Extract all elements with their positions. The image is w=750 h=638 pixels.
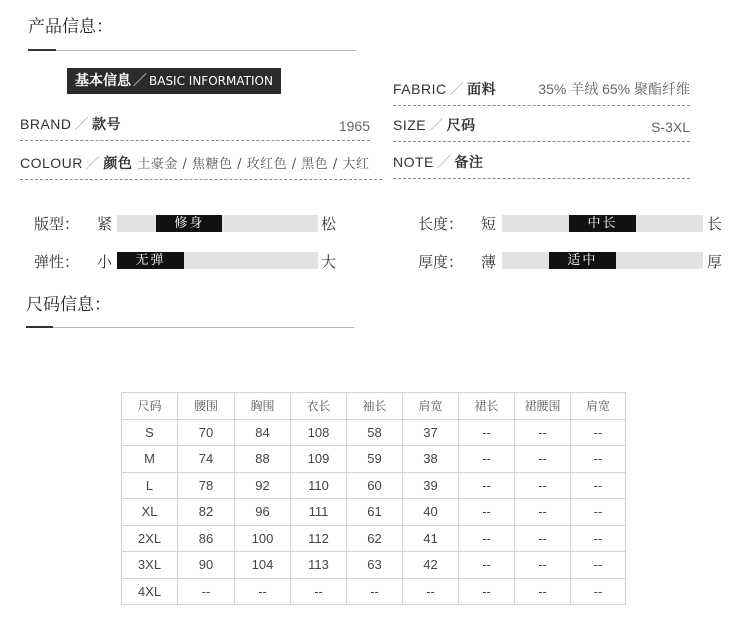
elastic-left: 小 — [97, 253, 113, 271]
table-cell: 74 — [178, 446, 235, 473]
table-cell: -- — [459, 525, 515, 552]
length-label: 长度： — [418, 215, 464, 233]
table-cell: 62 — [347, 525, 403, 552]
table-cell: 41 — [403, 525, 459, 552]
table-header-cell: 裙长 — [459, 393, 515, 420]
table-cell: -- — [515, 552, 571, 579]
table-cell: 112 — [291, 525, 347, 552]
note-label-en: NOTE — [393, 154, 434, 170]
table-cell: M — [122, 446, 178, 473]
table-cell: S — [122, 419, 178, 446]
table-cell: -- — [459, 578, 515, 605]
colour-label-en: COLOUR — [20, 155, 83, 171]
table-cell: -- — [571, 499, 626, 526]
table-cell: 113 — [291, 552, 347, 579]
basic-info-badge — [67, 68, 281, 94]
table-row — [122, 525, 626, 552]
table-header-cell: 尺码 — [122, 393, 178, 420]
table-cell: -- — [347, 578, 403, 605]
size-label-en: SIZE — [393, 117, 427, 133]
fit-marker: 修身 — [156, 215, 222, 232]
table-cell: -- — [515, 419, 571, 446]
table-cell: 37 — [403, 419, 459, 446]
table-header-cell: 胸围 — [235, 393, 291, 420]
product-info-rule — [28, 50, 356, 51]
table-cell: -- — [235, 578, 291, 605]
table-cell: 78 — [178, 472, 235, 499]
table-cell: -- — [571, 552, 626, 579]
table-cell: 4XL — [122, 578, 178, 605]
table-cell: 59 — [347, 446, 403, 473]
table-cell: 92 — [235, 472, 291, 499]
table-cell: XL — [122, 499, 178, 526]
colour-sep: ／ — [85, 156, 101, 172]
table-cell: -- — [571, 419, 626, 446]
fabric-sep: ／ — [449, 82, 465, 98]
table-cell: 109 — [291, 446, 347, 473]
table-row — [122, 578, 626, 605]
fabric-label-cn: 面料 — [467, 82, 497, 98]
table-cell: -- — [459, 552, 515, 579]
table-cell: 39 — [403, 472, 459, 499]
table-cell: 108 — [291, 419, 347, 446]
thickness-scale-bar — [502, 252, 703, 269]
table-cell: -- — [515, 525, 571, 552]
table-cell: -- — [515, 578, 571, 605]
table-cell: 42 — [403, 552, 459, 579]
table-cell: -- — [178, 578, 235, 605]
table-header-cell: 肩宽 — [403, 393, 459, 420]
thickness-right: 厚 — [707, 253, 723, 271]
fabric-value: 35% 羊绒 65% 聚酯纤维 — [538, 81, 690, 97]
table-cell: 38 — [403, 446, 459, 473]
table-header-cell: 裙腰围 — [515, 393, 571, 420]
length-scale-bar — [502, 215, 703, 232]
brand-value: 1965 — [338, 118, 370, 134]
table-cell: 84 — [235, 419, 291, 446]
product-info-rule-accent — [28, 49, 56, 51]
size-info-title: 尺码信息： — [26, 295, 111, 315]
table-header-cell: 衣长 — [291, 393, 347, 420]
table-header-cell: 腰围 — [178, 393, 235, 420]
table-cell: 82 — [178, 499, 235, 526]
length-marker: 中长 — [569, 215, 636, 232]
table-row — [122, 446, 626, 473]
colour-value: 土豪金 / 焦糖色 / 玫红色 / 黑色 / 大红 — [137, 157, 370, 172]
table-cell: -- — [403, 578, 459, 605]
size-sep: ／ — [429, 118, 444, 134]
thickness-marker: 适中 — [549, 252, 616, 269]
table-cell: -- — [571, 525, 626, 552]
table-header-cell: 肩宽 — [571, 393, 626, 420]
table-cell: 110 — [291, 472, 347, 499]
fit-right: 松 — [321, 215, 337, 233]
size-info-rule-accent — [26, 326, 53, 328]
table-cell: -- — [459, 446, 515, 473]
table-cell: 63 — [347, 552, 403, 579]
table-row — [122, 419, 626, 446]
product-info-title: 产品信息： — [28, 17, 113, 37]
badge-en: BASIC INFORMATION — [149, 74, 273, 88]
colour-row — [20, 153, 382, 180]
brand-label-en: BRAND — [20, 116, 72, 132]
table-cell: -- — [291, 578, 347, 605]
fit-scale-bar — [117, 215, 318, 232]
elastic-label: 弹性： — [34, 253, 80, 271]
brand-row — [20, 114, 370, 141]
table-row — [122, 499, 626, 526]
size-table — [121, 392, 626, 605]
table-cell: 86 — [178, 525, 235, 552]
table-cell: 58 — [347, 419, 403, 446]
note-label-cn: 备注 — [454, 155, 484, 171]
table-cell: -- — [571, 472, 626, 499]
table-cell: 70 — [178, 419, 235, 446]
table-cell: -- — [459, 419, 515, 446]
table-cell: 3XL — [122, 552, 178, 579]
badge-cn: 基本信息 — [75, 73, 131, 89]
fit-left: 紧 — [97, 215, 113, 233]
table-cell: -- — [571, 578, 626, 605]
table-header-row — [122, 393, 626, 420]
brand-sep: ／ — [74, 117, 90, 133]
table-cell: L — [122, 472, 178, 499]
table-cell: 100 — [235, 525, 291, 552]
table-cell: 60 — [347, 472, 403, 499]
fabric-row — [393, 79, 690, 106]
thickness-label: 厚度： — [418, 253, 464, 271]
table-cell: -- — [515, 446, 571, 473]
thickness-left: 薄 — [481, 253, 497, 271]
table-header-cell: 袖长 — [347, 393, 403, 420]
fit-label: 版型： — [34, 215, 80, 233]
colour-label-cn: 颜色 — [103, 156, 133, 172]
table-cell: 96 — [235, 499, 291, 526]
length-left: 短 — [481, 215, 497, 233]
elastic-scale-bar — [117, 252, 318, 269]
table-cell: -- — [515, 472, 571, 499]
length-right: 长 — [707, 215, 723, 233]
table-row — [122, 552, 626, 579]
size-value: S-3XL — [651, 119, 690, 135]
table-row — [122, 472, 626, 499]
badge-slash: ／ — [133, 73, 147, 89]
size-info-rule — [26, 327, 354, 328]
table-cell: 40 — [403, 499, 459, 526]
table-cell: 90 — [178, 552, 235, 579]
table-cell: -- — [571, 446, 626, 473]
size-row — [393, 115, 690, 142]
fabric-label-en: FABRIC — [393, 81, 447, 97]
table-cell: -- — [459, 499, 515, 526]
brand-label-cn: 款号 — [92, 117, 122, 133]
elastic-marker: 无弹 — [117, 252, 184, 269]
table-cell: 88 — [235, 446, 291, 473]
elastic-right: 大 — [321, 253, 337, 271]
table-cell: 61 — [347, 499, 403, 526]
size-label-cn: 尺码 — [446, 118, 476, 134]
table-cell: 111 — [291, 499, 347, 526]
table-cell: -- — [515, 499, 571, 526]
table-cell: -- — [459, 472, 515, 499]
note-row — [393, 152, 690, 179]
table-cell: 104 — [235, 552, 291, 579]
note-sep: ／ — [436, 155, 452, 171]
table-cell: 2XL — [122, 525, 178, 552]
